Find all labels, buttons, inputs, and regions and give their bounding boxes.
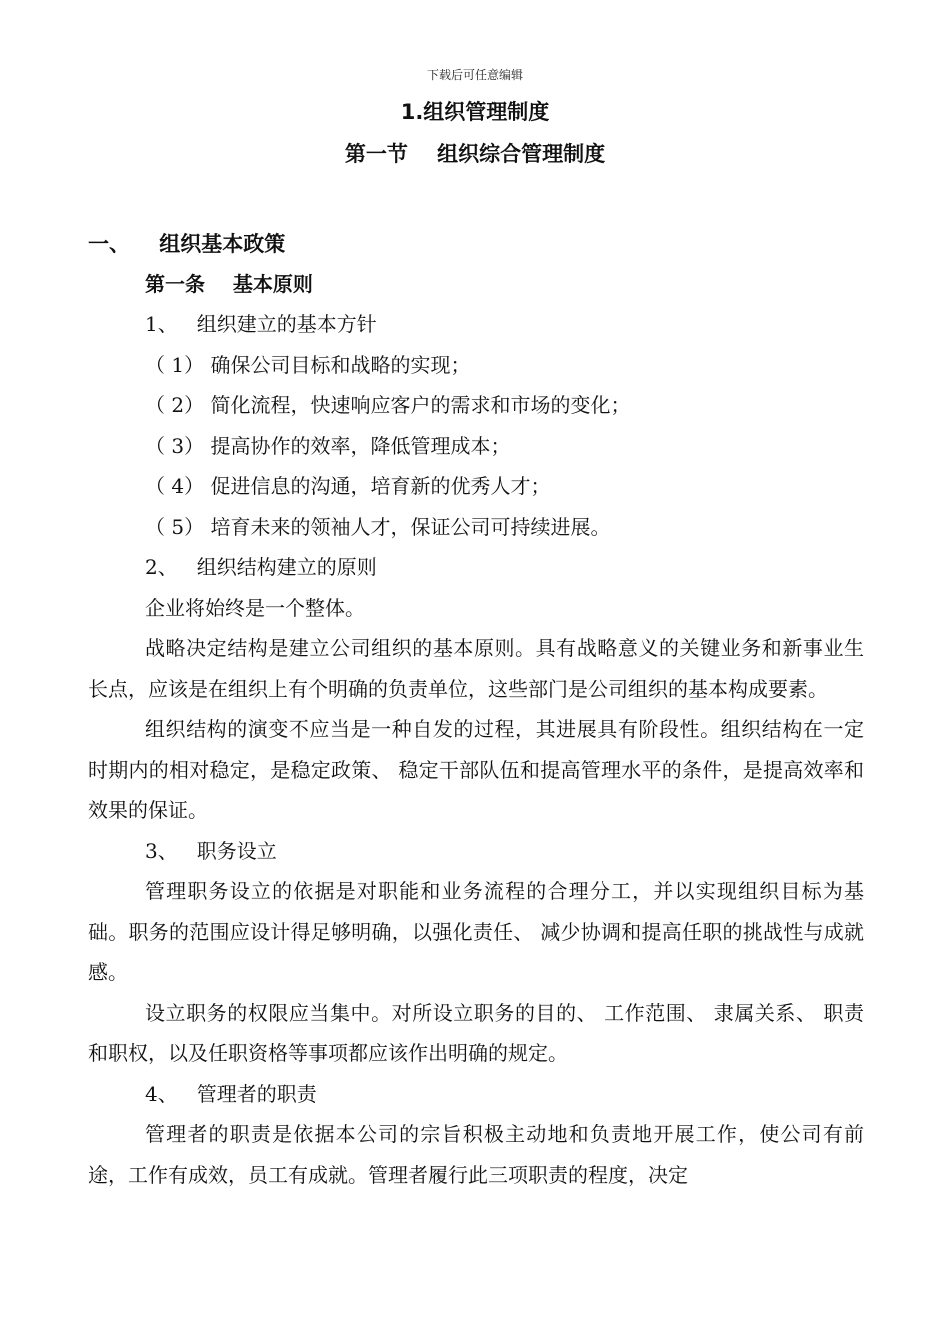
item2-line: 企业将始终是一个整体。 [145, 595, 365, 620]
list-item: （ 3） 提高协作的效率，降低管理成本； [145, 433, 511, 458]
document-title: 1.组织管理制度 [400, 100, 550, 124]
list-item: （ 4） 促进信息的沟通，培育新的优秀人才； [145, 474, 551, 498]
item3-paragraph-2: 设立职务的权限应当集中。对所设立职务的目的、 工作范围、 隶属关系、 职责和职权，以及任职资格等事项都应该作出明确的规定。 [88, 1000, 864, 1065]
document-body [88, 304, 864, 1195]
list-item: （ 5） 培育未来的领袖人才，保证公司可持续进展。 [145, 514, 611, 539]
item1-heading: 1、 组织建立的基本方针 [145, 312, 377, 336]
article-heading: 第一条 基本原则 [145, 272, 313, 296]
list-item: （ 2） 简化流程，快速响应客户的需求和市场的变化； [145, 393, 631, 417]
item2-paragraph-2: 组织结构的演变不应当是一种自发的过程，其进展具有阶段性。组织结构在一定时期内的相对稳定，是稳定政策、 稳定干部队伍和提高管理水平的条件，是提高效率和效果的保证。 [88, 717, 864, 822]
header-note: 下载后可任意编辑 [426, 68, 523, 82]
item2-heading: 2、 组织结构建立的原则 [145, 555, 377, 579]
item4-heading: 4、 管理者的职责 [145, 1081, 317, 1106]
list-item: （ 1） 确保公司目标和战略的实现； [145, 352, 471, 377]
item3-heading: 3、 职务设立 [145, 838, 277, 863]
item4-paragraph-1: 管理者的职责是依据本公司的宗旨积极主动地和负责地开展工作，使公司有前途，工作有成效，员工有成就。管理者履行此三项职责的程度，决定 [88, 1122, 864, 1187]
section-title: 第一节 组织综合管理制度 [344, 142, 606, 166]
item2-paragraph-1: 战略决定结构是建立公司组织的基本原则。具有战略意义的关键业务和新事业生长点，应该是在组织上有个明确的负责单位，这些部门是公司组织的基本构成要素。 [88, 636, 864, 701]
item3-paragraph-1: 管理职务设立的依据是对职能和业务流程的合理分工，并以实现组织目标为基础。职务的范围应设计得足够明确，以强化责任、 减少协调和提高任职的挑战性与成就感。 [88, 879, 864, 984]
chapter-heading: 一、 组织基本政策 [88, 232, 286, 256]
